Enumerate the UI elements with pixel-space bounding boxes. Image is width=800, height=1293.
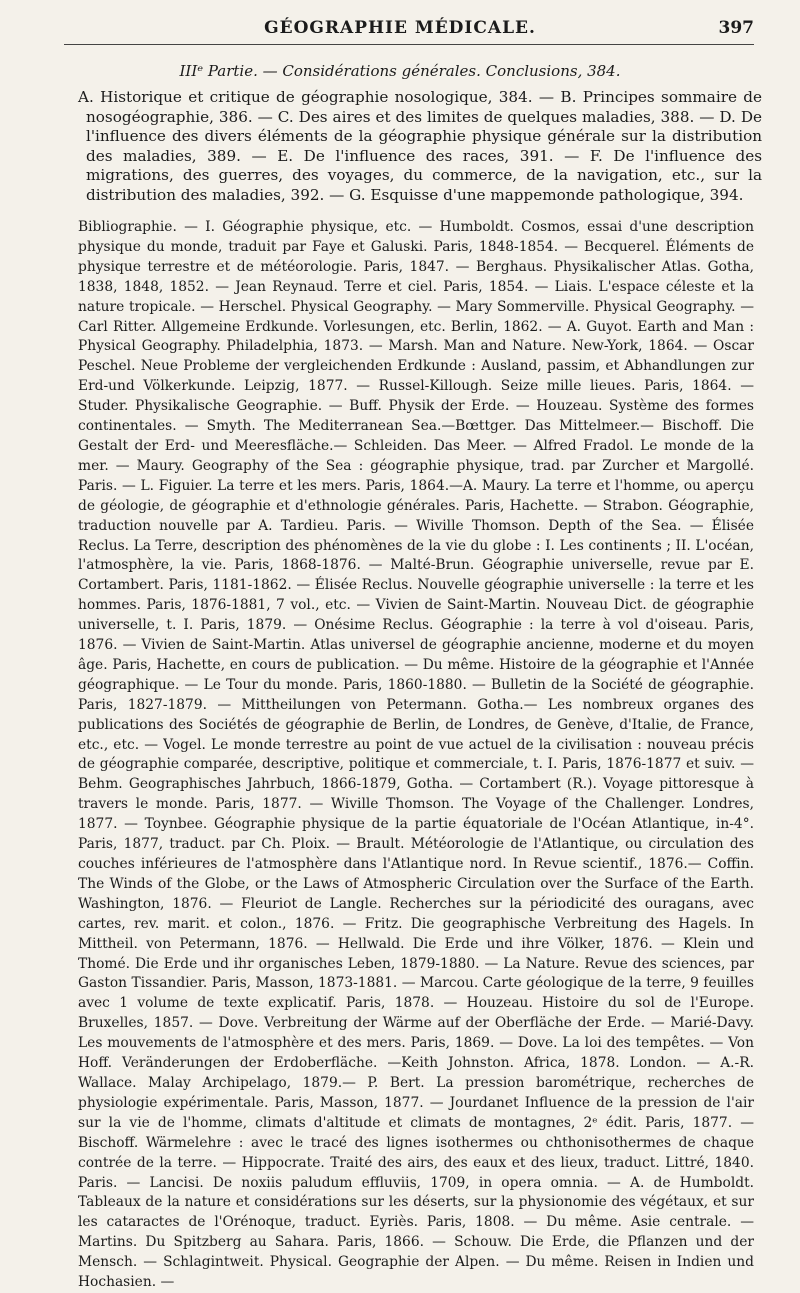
- page-number: 397: [718, 18, 754, 38]
- bibliography-text: Bibliographie. — I. Géographie physique, etc. — Humboldt. Cosmos, essai d'une description physique du monde, traduit par Faye et Galuski. Paris, 1848-1854. — Becquerel. Éléments de physique terrestre et de météorologie. Paris, 1847. — Berghaus. Physikalischer Atlas. Gotha, 1838, 1848, 1852. — Jean Reynaud. Terre et ciel. Paris, 1854. — Liais. L'espace céleste et la nature tropicale. — Herschel. Physical Geography. — Mary Sommerville. Physical Geography. — Carl Ritter. Allgemeine Erdkunde. Vorlesungen, etc. Berlin, 1862. — A. Guyot. Earth and Man : Physical Geography. Philadelphia, 1873. — Marsh. Man and Nature. New-York, 1864. — Oscar Peschel. Neue Probleme der vergleichenden Erdkunde : Ausland, passim, et Abhandlungen zur Erd-und Völkerkunde. Leipzig, 1877. — Russel-Killough. Seize mille lieues. Paris, 1864. — Studer. Physikalische Geographie. — Buff. Physik der Erde. — Houzeau. Système des formes continentales. — Smyth. The Mediterranean Sea.—Bœttger. Das Mittelmeer.— Bischoff. Die Gestalt der Erd- und Meeresfläche.— Schleiden. Das Meer. — Alfred Fradol. Le monde de la mer. — Maury. Geography of the Sea : géographie physique, trad. par Zurcher et Margollé. Paris. — L. Figuier. La terre et les mers. Paris, 1864.—A. Maury. La terre et l'homme, ou aperçu de géologie, de géographie et d'ethnologie générales. Paris, Hachette. — Strabon. Géographie, traduction nouvelle par A. Tardieu. Paris. — Wiville Thomson. Depth of the Sea. — Élisée Reclus. La Terre, description des phénomènes de la vie du globe : I. Les continents ; II. L'océan, l'atmosphère, la vie. Paris, 1868-1876. — Malté-Brun. Géographie universelle, revue par E. Cortambert. Paris, 1181-1862. — Élisée Reclus. Nouvelle géographie universelle : la terre et les hommes. Paris, 1876-1881, 7 vol., etc. — Vivien de Saint-Martin. Nouveau Dict. de géographie universelle, t. I. Paris, 1879. — Onésime Reclus. Géographie : la terre à vol d'oiseau. Paris, 1876. — Vivien de Saint-Martin. Atlas universel de géographie ancienne, moderne et du moyen âge. Paris, Hachette, en cours de publication. — Du même. Histoire de la géographie et l'Année géographique. — Le Tour du monde. Paris, 1860-1880. — Bulletin de la Société de géographie. Paris, 1827-1879. — Mittheilungen von Petermann. Gotha.— Les nombreux organes des publications des Sociétés de géographie de Berlin, de Londres, de Genève, d'Italie, de France, etc., etc. — Vogel. Le monde terrestre au point de vue actuel de la civilisation : nouveau précis de géographie comparée, descriptive, politique et commerciale, t. I. Paris, 1876-1877 et suiv. — Behm. Geographisches Jahrbuch, 1866-1879, Gotha. — Cortambert (R.). Voyage pittoresque à travers le monde. Paris, 1877. — Wiville Thomson. The Voyage of the Challenger. Londres, 1877. — Toynbee. Géographie physique de la partie équatoriale de l'Océan Atlantique, in-4°. Paris, 1877, traduct. par Ch. Ploix. — Brault. Météorologie de l'Atlantique, ou circulation des couches inférieures de l'atmosphère dans l'Atlantique nord. In Revue scientif., 1876.— Coffin. The Winds of the Globe, or the Laws of Atmospheric Circulation over the Surface of the Earth. Washington, 1876. — Fleuriot de Langle. Recherches sur la périodicité des ouragans, avec cartes, rev. marit. et colon., 1876. — Fritz. Die geographische Verbreitung des Hagels. In Mittheil. von Petermann, 1876. — Hellwald. Die Erde und ihre Völker, 1876. — Klein und Thomé. Die Erde und ihr organisches Leben, 1879-1880. — La Nature. Revue des sciences, par Gaston Tissandier. Paris, Masson, 1873-1881. — Marcou. Carte géologique de la terre, 9 feuilles avec 1 volume de texte explicatif. Paris, 1878. — Houzeau. Histoire du sol de l'Europe. Bruxelles, 1857. — Dove. Verbreitung der Wärme auf der Oberfläche der Erde. — Marié-Davy. Les mouvements de l'atmosphère et des mers. Paris, 1869. — Dove. La loi des tempêtes. — Von Hoff. Veränderungen der Erdoberfläche. —Keith Johnston. Africa, 1878. London. — A.-R. Wallace. Malay Archipelago, 1879.— P. Bert. La pression barométrique, recherches de physiologie expérimentale. Paris, Masson, 1877. — Jourdanet Influence de la pression de l'air sur la vie de l'homme, climats d'altitude et climats de montagnes, 2ᵉ édit. Paris, 1877. — Bischoff. Wärmelehre : avec le tracé des lignes isothermes ou chthonisothermes de chaque contrée de la terre. — Hippocrate. Traité des airs, des eaux et des lieux, traduct. Littré, 1840. Paris. — Lancisi. De noxiis paludum effluviis, 1709, in opera omnia. — A. de Humboldt. Tableaux de la nature et considérations sur les déserts, sur la physionomie des végétaux, et sur les cataractes de l'Orénoque, traduct. Eyriès. Paris, 1808. — Du même. Asie centrale. — Martins. Du Spitzberg au Sahara. Paris, 1866. — Schouw. Die Erde, die Pflanzen und der Mensch. — Schlagintweit. Physical. Geographie der Alpen. — Du même. Reisen in Indien und Hochasien. —: [78, 219, 754, 1291]
- bibliography-paragraph: [78, 218, 754, 1293]
- header-rule: [64, 44, 754, 45]
- running-title: GÉOGRAPHIE MÉDICALE.: [264, 18, 536, 38]
- summary-paragraph: A. Historique et critique de géographie nosologique, 384. — B. Principes sommaire de nosogéographie, 386. — C. Des aires et des limites de quelques maladies, 388. — D. De l'influence des divers éléments de la géographie physique générale sur la distribution des maladies, 389. — E. De l'influence des races, 391. — F. De l'influence des migrations, des guerres, des voyages, du commerce, de la navigation, etc., sur la distribution des maladies, 392. — G. Esquisse d'une mappemonde pathologique, 394.: [78, 88, 762, 204]
- part-title: IIIᵉ Partie. — Considérations générales. Conclusions, 384.: [179, 62, 621, 80]
- page-header: [0, 18, 800, 42]
